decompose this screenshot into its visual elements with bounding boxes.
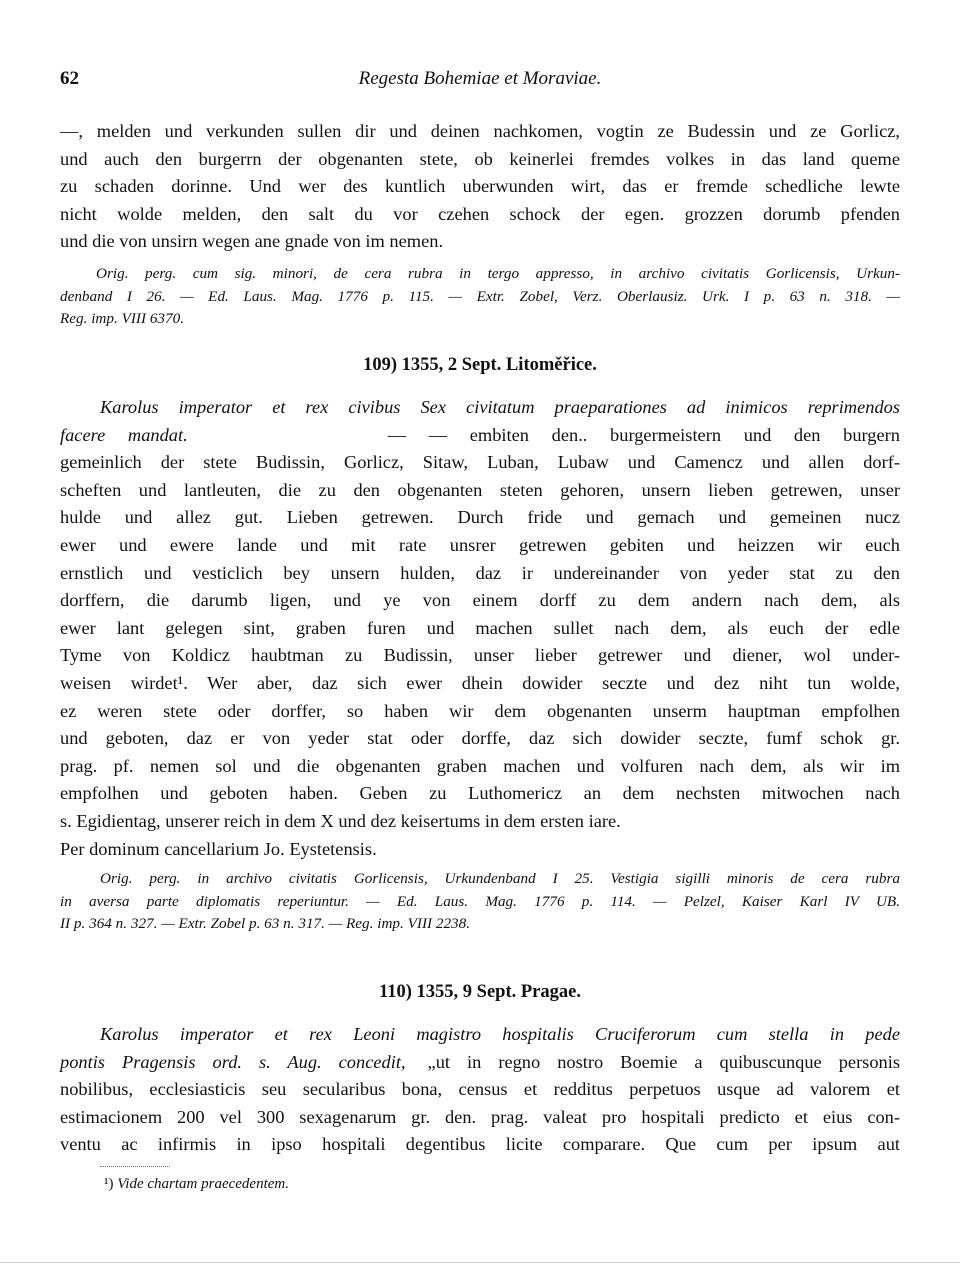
entry-109-heading [60,355,900,376]
continuation-text [60,118,900,256]
text-line: hulde und allez gut. Lieben getrewen. Durch fride und gemach und gemeinen nucz [60,507,900,528]
entry-109-body [60,394,900,863]
note-line: denband I 26. — Ed. Laus. Mag. 1776 p. 115. — Extr. Zobel, Verz. Oberlausiz. Urk. I p. 63 n. 318. — [60,287,900,305]
summary-line [60,422,900,450]
running-title: Regesta Bohemiae et Moraviae. [358,68,602,89]
text-line: ewer lant gelegen sint, graben furen und machen sullet nach dem, als euch der edle [60,617,900,638]
summary-text: „ut in regno nostro Boemie a quibuscunque personis [427,1051,901,1072]
text-line: und geboten, daz er von yeder stat oder dorffe, daz sich dowider seczte, fumf schok gr. [60,728,900,749]
text-line: —, melden und verkunden sullen dir und deinen nachkomen, vogtin ze Budessin und ze Gorlicz, [60,121,900,141]
note-line: II p. 364 n. 327. — Extr. Zobel p. 63 n. 317. — Reg. imp. VIII 2238. [60,915,471,933]
running-head [60,68,900,94]
text-line: nobilibus, ecclesiasticis seu secularibus bona, census et redditus perpetuos usque ad valorem et [60,1079,900,1100]
text-line: weisen wirdet¹. Wer aber, daz sich ewer dhein dowider seczte und dez niht tun wolde, [60,672,900,693]
entry-110-body [60,1021,900,1159]
footnote-text: Vide chartam praecedentem. [117,1176,289,1192]
footnote-rule [100,1166,170,1167]
closing-line: Per dominum cancellarium Jo. Eystetensis. [60,838,377,859]
note-line: in aversa parte diplomatis reperiuntur. — Ed. Laus. Mag. 1776 p. 114. — Pelzel, Kaiser Karl IV UB. [60,892,900,910]
text-line: ez weren stete oder dorffer, so haben wir dem obgenanten unserm hauptman empfolhen [60,700,900,721]
text-line: estimacionem 200 vel 300 sexagenarum gr. den. prag. valeat pro hospitali predicto et eius con- [60,1106,900,1127]
footnote [104,1176,289,1193]
text-line: nicht wolde melden, den salt du vor czehen schock der egen. grozzen dorumb pfenden [60,203,900,224]
text-line: zu schaden dorinne. Und wer des kuntlich uberwunden wirt, das er fremde schedliche lewte [60,176,900,197]
note-line: Orig. perg. cum sig. minori, de cera rubra in tergo appresso, in archivo civitatis Gorlicensis, Urkun- [96,265,900,282]
text-line: gemeinlich der stete Budissin, Gorlicz, Sitaw, Luban, Lubaw und Camencz und allen dorf- [60,452,900,473]
summary-line: Karolus imperator et rex civibus Sex civitatum praeparationes ad inimicos reprimendos [100,397,900,417]
text-line: prag. pf. nemen sol und die obgenanten graben machen und volfuren nach dem, als wir im [60,755,900,776]
footnote-marker: ¹) [104,1176,114,1192]
entry-110-heading [60,982,900,1003]
summary-italic: facere mandat. [60,424,188,445]
text-line: und auch den burgerrn der obgenanten stete, ob keinerlei fremdes volkes in das land queme [60,148,900,169]
entry-109-source-note [60,868,900,936]
text-line: ernstlich und vesticlich bey unsern hulden, daz ir undereinander von yeder stat zu den [60,562,900,583]
text-line: ewer und ewere lande und mit rate unsrer getrewen gebiten und heizzen wir euch [60,534,900,555]
summary-text: — — embiten den.. burgermeistern und den burgern [387,424,900,445]
text-line: s. Egidientag, unserer reich in dem X und dez keisertums in dem ersten iare. [60,810,621,831]
note-line: Orig. perg. in archivo civitatis Gorlicensis, Urkundenband I 25. Vestigia sigilli minoris de cera rubra [100,870,900,887]
entry-heading: 109) 1355, 2 Sept. Litoměřice. [363,355,597,375]
text-line: und die von unsirn wegen ane gnade von im nemen. [60,231,444,252]
text-line: ventu ac infirmis in ipso hospitali degentibus licite comparare. Que cum per ipsum aut [60,1134,900,1155]
page-number: 62 [60,68,79,89]
text-line: dorffern, die darumb ligen, und ye von einem dorff zu dem andern nach dem, als [60,590,900,611]
text-line: scheften und lantleuten, die zu den obgenanten steten gehoren, unsern lieben getrewen, unser [60,479,900,500]
note-line: Reg. imp. VIII 6370. [60,310,184,328]
continuation-source-note [60,263,900,331]
summary-italic: pontis Pragensis ord. s. Aug. concedit, [60,1051,406,1072]
summary-line [60,1049,900,1077]
text-line: Tyme von Koldicz haubtman zu Budissin, unser lieber getrewer und diener, wol under- [60,645,900,666]
entry-heading: 110) 1355, 9 Sept. Pragae. [379,982,581,1002]
summary-line: Karolus imperator et rex Leoni magistro hospitalis Cruciferorum cum stella in pede [100,1024,900,1044]
text-line: empfolhen und geboten haben. Geben zu Luthomericz an dem nechsten mitwochen nach [60,783,900,804]
page-bottom-rule [0,1262,960,1263]
